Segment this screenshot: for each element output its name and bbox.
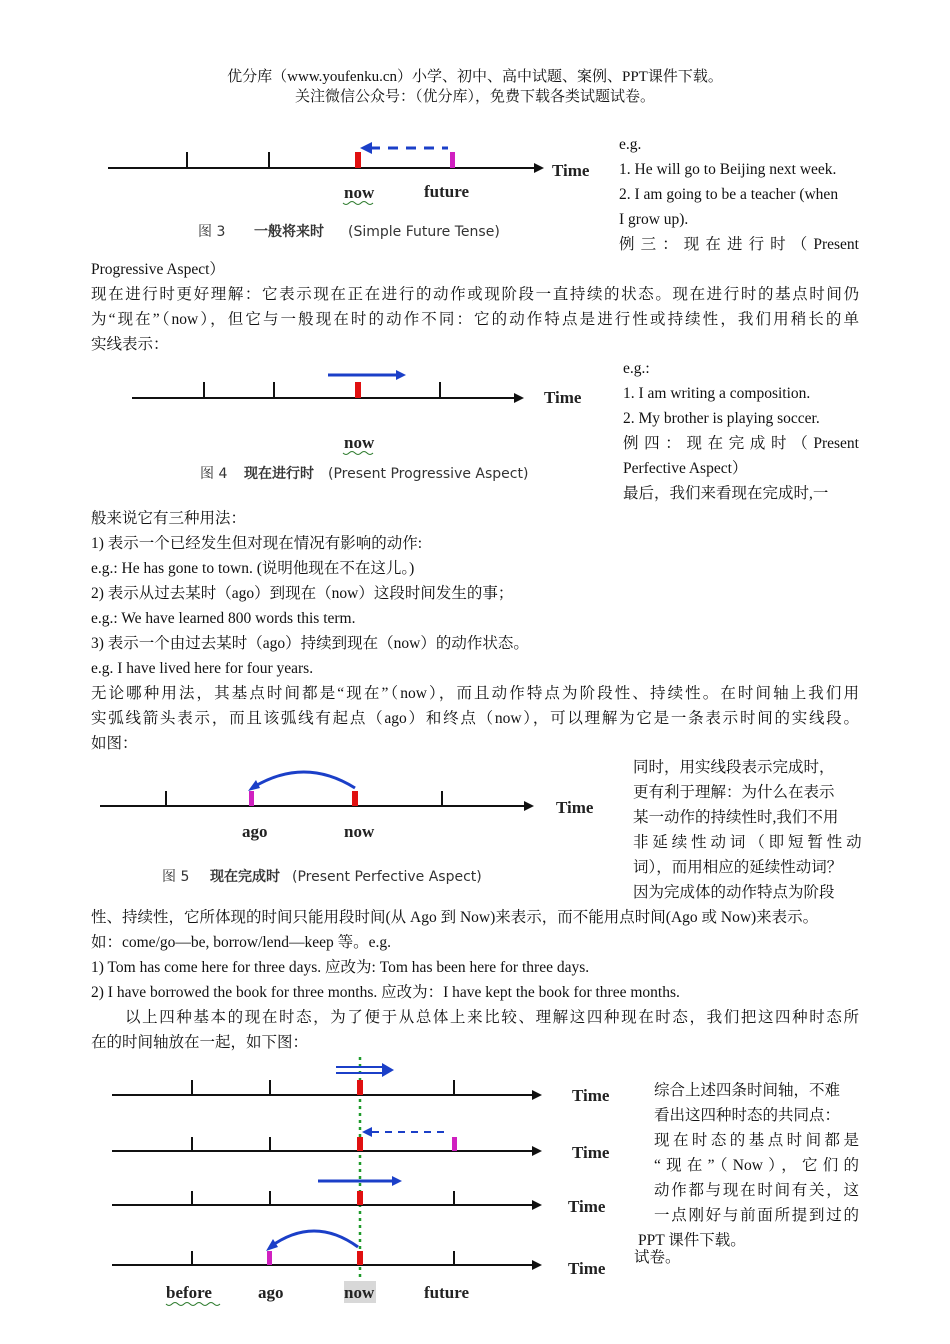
time-label: Time <box>552 161 590 180</box>
ago-label: ago <box>258 1283 284 1302</box>
side4-line2: 看出这四种时态的共同点： <box>654 1107 841 1124</box>
para2-line5: e.g.: We have learned 800 words this term. <box>91 610 356 627</box>
time-label: Time <box>556 798 594 817</box>
axis-arrowhead <box>524 801 534 811</box>
para2-line9: 实弧线箭头表示，而且该弧线有起点（ago）和终点（now），可以理解为它是一条表示时间的实线段。 <box>91 710 859 727</box>
caption-number: 图 3 <box>198 224 226 240</box>
future-marker <box>450 152 455 168</box>
side1-line1: e.g. <box>619 136 642 153</box>
now-marker <box>355 382 361 398</box>
side3-line5: 词），而用相应的延续性动词？ <box>633 859 843 876</box>
arrowhead <box>392 1176 402 1186</box>
para2-line4: 2) 表示从过去某时（ago）到现在（now）这段时间发生的事； <box>91 585 514 602</box>
para2-line10: 如图： <box>91 735 138 752</box>
arrowhead <box>360 142 372 154</box>
side4-line8: 试卷。 <box>634 1249 681 1266</box>
caption-chinese: 一般将来时 <box>254 224 324 240</box>
now-label: now <box>344 183 375 202</box>
now-label: now <box>344 822 375 841</box>
time-label: Time <box>572 1086 610 1105</box>
caption-number: 图 5 <box>162 869 190 885</box>
para1-line2: 现在进行时更好理解：它表示现在正在进行的动作或现阶段一直持续的状态。现在进行时的基点时间仍 <box>91 286 859 303</box>
para2-line1: 般来说它有三种用法： <box>91 510 247 527</box>
side2-line4: 例 四 ： 现 在 完 成 时 （ Present <box>623 435 859 452</box>
now-marker <box>357 1191 363 1205</box>
axis-arrowhead <box>534 163 544 173</box>
para3-line2: 如：come/go—be, borrow/lend—keep 等。e.g. <box>91 934 392 951</box>
side4-line1: 综合上述四条时间轴，不难 <box>654 1082 841 1099</box>
header-line-1: 优分库（www.youfenku.cn）小学、初中、高中试题、案例、PPT课件下载。 <box>227 69 723 85</box>
arrowhead <box>382 1063 394 1077</box>
side4-line3: 现在时态的基点时间都是 <box>654 1132 859 1149</box>
side4-line6: 一点刚好与前面所提到过的 <box>654 1207 859 1224</box>
axis-arrowhead <box>532 1200 542 1210</box>
caption-english: (Present Perfective Aspect) <box>292 869 482 885</box>
para2-line2: 1) 表示一个已经发生但对现在情况有影响的动作: <box>91 535 423 552</box>
before-label: before <box>166 1283 212 1302</box>
caption-english: (Present Progressive Aspect) <box>328 466 529 482</box>
side1-line4: I grow up). <box>619 211 689 228</box>
side3-line2: 更有利于理解：为什么在表示 <box>633 784 835 801</box>
caption-chinese: 现在进行时 <box>244 466 314 482</box>
para1-line4: 实线表示： <box>91 336 169 353</box>
para2-line3: e.g.: He has gone to town. (说明他现在不在这儿。) <box>91 560 415 577</box>
time-label: Time <box>568 1259 606 1278</box>
figure-4-diagram <box>92 358 612 498</box>
side2-line3: 2. My brother is playing soccer. <box>623 410 820 427</box>
combined-timelines-diagram <box>92 1055 632 1325</box>
time-label: Time <box>568 1197 606 1216</box>
para3-line4: 2) I have borrowed the book for three months. 应改为：I have kept the book for three months. <box>91 984 680 1001</box>
future-marker <box>452 1137 457 1151</box>
arrowhead <box>248 780 260 791</box>
arrowhead <box>396 370 406 380</box>
side2-line5: Perfective Aspect） <box>623 460 748 477</box>
now-label: now <box>344 433 375 452</box>
axis-arrowhead <box>532 1090 542 1100</box>
caption-english: (Simple Future Tense) <box>348 224 500 240</box>
perfect-arc <box>270 1231 358 1247</box>
figure-3-simple-future <box>92 128 612 258</box>
now-marker <box>357 1137 363 1151</box>
para2-line8: 无论哪种用法，其基点时间都是“现在”（now），而且动作特点为阶段性、持续性。在时间轴上我们用 <box>91 685 859 702</box>
future-label: future <box>424 182 470 201</box>
para3-line3: 1) Tom has come here for three days. 应改为: Tom has been here for three days. <box>91 959 590 976</box>
figure-3-diagram <box>92 128 612 258</box>
header-line-2: 关注微信公众号：（优分库），免费下载各类试题试卷。 <box>294 89 655 105</box>
side2-line6: 最后，我们来看现在完成时,一 <box>623 485 829 502</box>
figure-combined-timelines <box>92 1055 632 1325</box>
para2-line7: e.g. I have lived here for four years. <box>91 660 314 677</box>
arrowhead <box>266 1239 278 1251</box>
para3-line6: 在的时间轴放在一起，如下图： <box>91 1034 309 1051</box>
timeline-present-perfect <box>112 1231 606 1278</box>
axis-arrowhead <box>532 1260 542 1270</box>
spellcheck-underline <box>166 1303 220 1306</box>
timeline-simple-present <box>112 1063 610 1105</box>
axis-arrowhead <box>514 393 524 403</box>
future-label: future <box>424 1283 470 1302</box>
side1-line3: 2. I am going to be a teacher (when <box>619 186 839 203</box>
side1-line2: 1. He will go to Beijing next week. <box>619 161 837 178</box>
side4-line4: “现在”（Now），它们的 <box>654 1157 859 1174</box>
para1-line3: 为“现在”（now），但它与一般现在时的动作不同：它的动作特点是进行性或持续性，我们用稍长的单 <box>91 311 859 328</box>
side3-line3: 某一动作的持续性时,我们不用 <box>633 809 839 826</box>
axis-arrowhead <box>532 1146 542 1156</box>
figure-5-diagram <box>92 756 622 896</box>
arrowhead <box>362 1127 372 1137</box>
side2-line2: 1. I am writing a composition. <box>623 385 811 402</box>
para3-line5: 以上四种基本的现在时态，为了便于从总体上来比较、理解这四种现在时态，我们把这四种时态所 <box>125 1009 859 1026</box>
time-label: Time <box>572 1143 610 1162</box>
side3-line1: 同时，用实线段表示完成时， <box>633 759 835 776</box>
now-label: now <box>344 1283 375 1302</box>
side4-line7: PPT 课件下载。 <box>638 1232 746 1249</box>
now-marker <box>357 1251 363 1265</box>
figure-4-present-progressive <box>92 358 612 498</box>
perfect-arc <box>252 772 355 788</box>
para3-line1: 性、持续性，它所体现的时间只能用段时间(从 Ago 到 Now)来表示，而不能用点时间(Ago 或 Now)来表示。 <box>91 909 819 926</box>
caption-chinese: 现在完成时 <box>210 869 280 885</box>
side4-line5: 动作都与现在时间有关，这 <box>654 1182 859 1199</box>
time-label: Time <box>544 388 582 407</box>
ago-marker <box>249 791 254 806</box>
ago-label: ago <box>242 822 268 841</box>
para1-line1: Progressive Aspect） <box>91 261 225 278</box>
side1-line5: 例 三 ： 现 在 进 行 时 （ Present <box>619 236 859 253</box>
now-marker <box>355 152 361 168</box>
side2-line1: e.g.: <box>623 360 650 377</box>
figure-5-present-perfect <box>92 756 622 896</box>
now-marker <box>352 791 358 806</box>
para2-line6: 3) 表示一个由过去某时（ago）持续到现在（now）的动作状态。 <box>91 635 529 652</box>
timeline-present-progressive <box>112 1176 606 1216</box>
now-marker <box>357 1080 363 1095</box>
caption-number: 图 4 <box>200 466 228 482</box>
ago-marker <box>267 1251 272 1265</box>
side3-line6: 因为完成体的动作特点为阶段 <box>633 884 835 901</box>
side3-line4: 非 延 续 性 动 词 （ 即 短 暂 性 动 <box>633 834 862 851</box>
